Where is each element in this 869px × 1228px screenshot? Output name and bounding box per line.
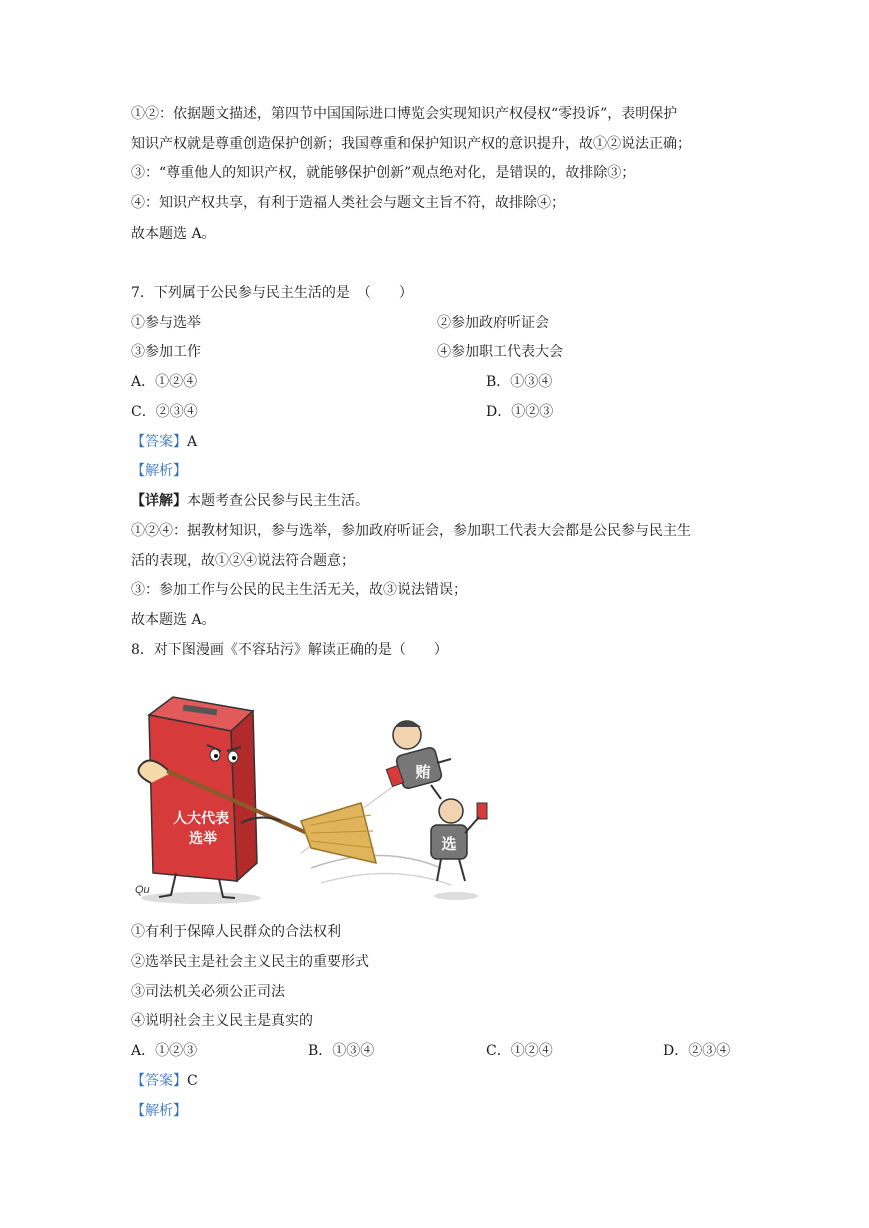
box-text-line1: 人大代表 xyxy=(173,810,229,826)
q8-option-c: C．①②④ xyxy=(486,1043,553,1059)
conclusion-line: 故本题选 A。 xyxy=(131,226,216,242)
figure-1-text: 贿 xyxy=(415,764,431,781)
q8-item-1: ①有利于保障人民群众的合法权利 xyxy=(131,924,341,940)
explanation-line: ①②：依据题文描述，第四节中国国际进口博览会实现知识产权侵权“零投诉”，表明保护 xyxy=(131,106,678,122)
answer-value: C xyxy=(187,1073,198,1089)
conclusion-line: 故本题选 A。 xyxy=(131,612,216,628)
detail-text: 本题考查公民参与民主生活。 xyxy=(187,493,369,509)
detail-tag: 【详解】 xyxy=(131,493,187,509)
q8-item-2: ②选举民主是社会主义民主的重要形式 xyxy=(131,954,369,970)
explanation-line: ③：参加工作与公民的民主生活无关，故③说法错误； xyxy=(131,582,467,598)
answer-value: A xyxy=(187,434,198,450)
answer-tag: 【答案】 xyxy=(131,1073,187,1089)
q7-option-b: B．①③④ xyxy=(486,374,553,390)
explanation-line: 知识产权就是尊重创造保护创新；我国尊重和保护知识产权的意识提升，故①②说法正确； xyxy=(131,136,691,152)
q7-item-1: ①参与选举 xyxy=(131,315,201,331)
q7-analysis-tag: 【解析】 xyxy=(131,463,187,479)
q8-option-d: D．②③④ xyxy=(663,1043,731,1059)
box-text-line2: 选举 xyxy=(189,830,217,846)
q7-option-c: C．②③④ xyxy=(131,404,198,420)
q8-option-b: B．①③④ xyxy=(308,1043,375,1059)
q7-option-a: A．①②④ xyxy=(131,374,198,390)
q8-option-a: A．①②③ xyxy=(131,1043,198,1059)
question-7-stem: 7．下列属于公民参与民主生活的是 （ ） xyxy=(131,285,413,301)
explanation-line: ①②④：据教材知识，参与选举，参加政府听证会，参加职工代表大会都是公民参与民主生 xyxy=(131,523,691,539)
q8-analysis-tag: 【解析】 xyxy=(131,1103,187,1119)
q7-option-d: D．①②③ xyxy=(486,404,554,420)
answer-tag: 【答案】 xyxy=(131,434,187,450)
q7-item-4: ④参加职工代表大会 xyxy=(437,344,563,360)
q7-item-3: ③参加工作 xyxy=(131,344,201,360)
q7-detail xyxy=(131,491,369,511)
q8-answer xyxy=(131,1071,198,1091)
explanation-line: 活的表现，故①②④说法符合题意； xyxy=(131,553,355,569)
q7-answer xyxy=(131,432,197,452)
explanation-line: ③：“尊重他人的知识产权，就能够保护创新”观点绝对化，是错误的，故排除③； xyxy=(131,165,636,181)
figure-2-head xyxy=(439,799,463,823)
artist-signature: Qu xyxy=(135,884,150,896)
explanation-line: ④：知识产权共享，有利于造福人类社会与题文主旨不符，故排除④； xyxy=(131,195,565,211)
figure-2-text: 选 xyxy=(441,836,457,853)
q8-item-3: ③司法机关必须公正司法 xyxy=(131,984,285,1000)
question-8-stem: 8．对下图漫画《不容玷污》解读正确的是（ ） xyxy=(131,642,448,658)
cartoon-image xyxy=(131,693,493,906)
q8-item-4: ④说明社会主义民主是真实的 xyxy=(131,1013,313,1029)
q7-item-2: ②参加政府听证会 xyxy=(437,315,549,331)
